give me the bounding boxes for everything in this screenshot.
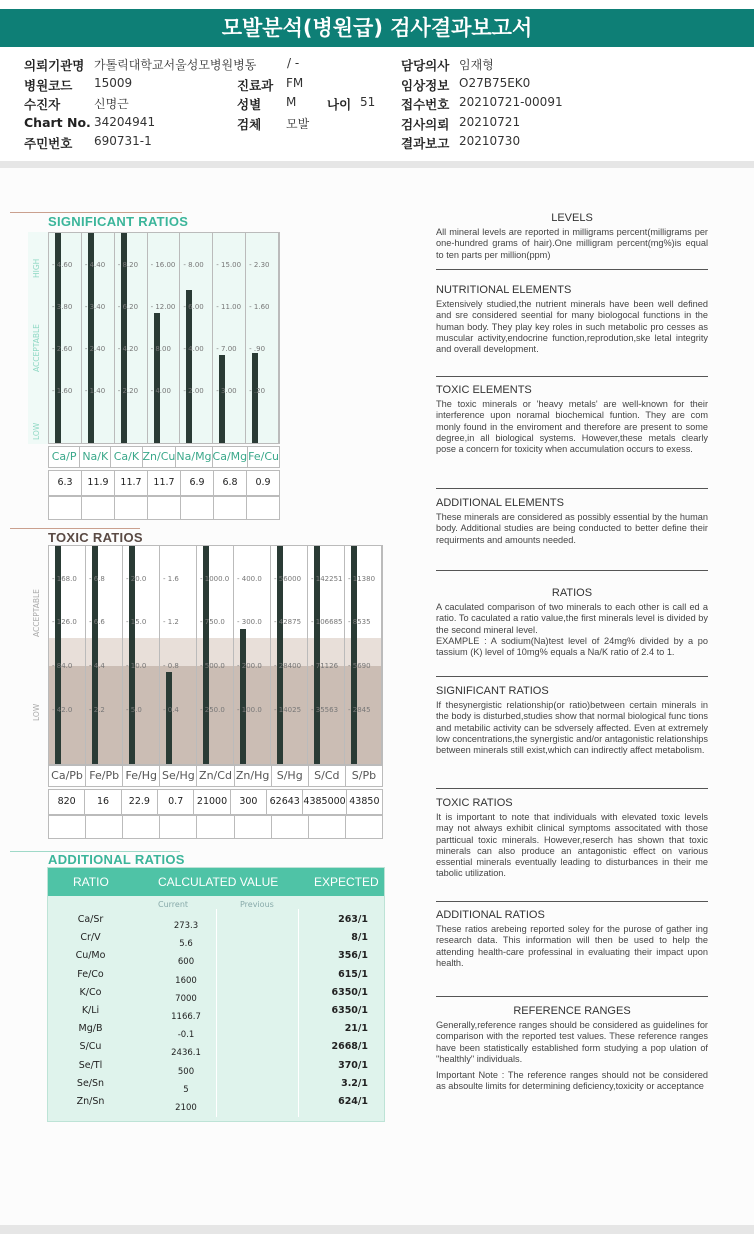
additional-row (48, 1078, 384, 1095)
requester-value: 가톨릭대학교서울성모병원병동 (94, 58, 257, 72)
sig-tick-label: - 16.00 (150, 260, 176, 269)
ward-value: / - (287, 56, 300, 70)
additional-row-ratio: K/Li (81, 1005, 100, 1016)
levels-text: All mineral levels are reported in milligrams percent(milligrams per one-hundred grams of hair).One milligram percent(mg%)is equal to ten parts per million(ppm) (436, 227, 708, 260)
significant-ratios-text: If thesynergistic relationship(or ratio)between certain minerals in the body is disturbed,studies show that normal biological func tions and metabilic activity can be sdversely affected. Even at extremely low concentrations,the synergistic and/or antagonistic relationships between minerals still exist,which can indirectly affect metabolism. (436, 700, 708, 756)
tox-ratio-label: Se/Hg (160, 766, 197, 786)
tox-ratio-label: S/Pb (351, 769, 377, 782)
sig-tick-label: - 4.60 (52, 260, 73, 269)
additional-row-ratio: Zn/Sn (76, 1096, 105, 1107)
tox-ratio-label: S/Cd (309, 766, 346, 786)
tox-ratio-value: 4385000 (303, 790, 346, 814)
toxic-chart (48, 545, 383, 765)
sig-bar-fe-cu (252, 353, 258, 443)
chart-no-label: Chart No. (24, 115, 91, 130)
nutritional-heading: NUTRITIONAL ELEMENTS (436, 284, 572, 296)
additional-row-expected: 8/1 (351, 932, 368, 944)
divider (436, 676, 708, 677)
id-label: 주민번호 (24, 136, 73, 151)
sig-tick-label: - 2.00 (183, 386, 204, 395)
significant-title: SIGNIFICANT RATIOS (48, 214, 189, 229)
doctor-label: 담당의사 (401, 58, 450, 73)
divider (436, 996, 708, 997)
tox-tick-label: - 71126 (311, 661, 339, 670)
ratios-heading: RATIOS (551, 587, 593, 599)
tox-tick-label: - 200.0 (237, 661, 262, 670)
additional-row (48, 950, 384, 967)
levels-heading: LEVELS (551, 212, 593, 224)
tox-tick-label: - 250.0 (200, 705, 225, 714)
tox-ratio-label: Zn/Cd (197, 766, 234, 786)
tox-ratio-value: 43850 (349, 796, 380, 807)
additional-row-current: -0.1 (177, 1030, 195, 1041)
tox-ratio-label: Fe/Pb (86, 766, 123, 786)
additional-row-current: 5 (183, 1084, 189, 1095)
tox-ratio-label: S/Hg (272, 766, 309, 786)
significant-top-line (10, 212, 182, 213)
additional-row-expected: 624/1 (338, 1096, 368, 1107)
sig-tick-label: - 3.40 (84, 302, 106, 311)
tox-tick-label: - 11380 (348, 574, 376, 583)
tox-bar-zn-hg (240, 629, 246, 764)
tox-ylabel-low: LOW (32, 703, 41, 721)
additional-row-ratio: Cr/V (80, 932, 101, 944)
additional-ratios-section (436, 909, 708, 969)
important-note: Important Note : The reference ranges should not be considered as absoulte limits for determining deficiency,toxicity or acceptance (436, 1070, 708, 1092)
tox-ylabel-acceptable: ACCEPTABLE (32, 589, 41, 637)
sig-ratio-label: Na/K (80, 447, 111, 467)
additional-row-expected: 6350/1 (331, 1005, 368, 1016)
reference-ranges-text: Generally,reference ranges should be considered as guidelines for comparison with the reported test values. These reference ranges have been statistically established form studying a pop ulation of "healthly" individuals. (436, 1020, 708, 1064)
tox-tick-label: - 4.4 (89, 661, 105, 670)
sig-tick-label: - 2.40 (84, 344, 106, 353)
doctor-value: 임재형 (459, 58, 494, 72)
additional-row-expected: 6350/1 (331, 986, 368, 998)
ratios-text: A caculated comparison of two minerals to each other is call ed a ratio. To caculated a ratio value,the first minerals level is divided by the second mineral level. (436, 602, 708, 635)
sig-tick-label: - 2.20 (117, 386, 139, 395)
significant-empty-row (48, 496, 280, 520)
additional-ratios-text: These ratios arebeing reported soley for the purose of gather ing research data. This information will then be used to help the attending health-care professinal in evaluating their impact upon health. (436, 924, 708, 968)
sig-ylabel-acceptable: ACCEPTABLE (32, 324, 41, 372)
additional-row-current: 500 (177, 1066, 195, 1077)
sig-tick-label: - 4.40 (84, 260, 106, 269)
tox-tick-label: - 5.0 (126, 705, 142, 714)
tox-tick-label: - 14025 (274, 705, 302, 714)
toxic-empty-row (48, 815, 383, 839)
tox-ratio-label: Fe/Hg (123, 766, 160, 786)
sig-tick-label: - 11.00 (216, 302, 242, 311)
receipt-value: 20210721-00091 (459, 95, 563, 109)
additional-row (48, 1023, 384, 1040)
toxic-title: TOXIC RATIOS (48, 530, 143, 545)
toxic-values-row (48, 789, 383, 815)
tox-tick-label: - 400.0 (237, 574, 262, 583)
sig-tick-label: - 6.20 (117, 302, 139, 311)
tox-tick-label: - 42875 (274, 618, 302, 627)
hospital-code-label: 병원코드 (24, 78, 73, 93)
sig-tick-label: - 8.00 (150, 344, 171, 353)
sig-tick-label: - 1.60 (52, 386, 73, 395)
sig-tick-label: - 8.20 (117, 260, 139, 269)
levels-section (436, 212, 708, 261)
specimen-value: 모발 (286, 117, 310, 131)
sig-tick-label: - 4.00 (150, 386, 171, 395)
tox-tick-label: - 0.4 (163, 705, 179, 714)
sig-tick-label: - 1.60 (249, 302, 270, 311)
tox-tick-label: - 42.0 (52, 705, 73, 714)
additional-row-current: 1600 (175, 975, 197, 986)
sig-ylabel-high: HIGH (32, 258, 41, 278)
tox-tick-label: - 6.8 (89, 574, 105, 583)
significant-ratios-heading: SIGNIFICANT RATIOS (436, 685, 549, 697)
additional-row-ratio: Fe/Co (77, 968, 104, 980)
requester-label: 의뢰기관명 (24, 58, 85, 73)
additional-row (48, 1041, 384, 1058)
tox-bar-se-hg (166, 672, 172, 764)
additional-row-expected: 615/1 (338, 968, 368, 980)
sig-ylabel-low: LOW (32, 422, 41, 440)
additional-row-expected: 2668/1 (331, 1041, 368, 1053)
divider (436, 376, 708, 377)
tox-tick-label: - 84.0 (52, 661, 73, 670)
tox-ratio-value: 22.9 (122, 790, 158, 814)
additional-row (48, 1005, 384, 1022)
additional-elements-section (436, 497, 708, 546)
sig-bar-zn-cu (154, 313, 160, 443)
additional-elements-heading: ADDITIONAL ELEMENTS (436, 497, 564, 509)
nutritional-text: Extensively studied,the nutrient minerals have been well defined and sre considered seential for many biologocal functions in the human body. They play key roles in such metabolic pro cesses as muscular activity,endocrine function,reprodution,ske letal integrity and overall development. (436, 299, 708, 355)
additional-ratios-table (47, 867, 385, 1122)
tox-ratio-value: 820 (49, 790, 85, 814)
sex-value: M (286, 95, 297, 109)
reference-ranges-section (436, 1005, 708, 1093)
significant-values-row (48, 470, 280, 496)
sig-tick-label: - 15.00 (216, 260, 242, 269)
dept-value: FM (286, 76, 304, 90)
additional-row-expected: 3.2/1 (341, 1077, 368, 1089)
toxic-elements-heading: TOXIC ELEMENTS (436, 384, 532, 396)
additional-row-current: 1166.7 (171, 1012, 201, 1022)
sig-tick-label: - 1.40 (84, 386, 106, 395)
specimen-label: 검체 (237, 117, 262, 132)
tox-tick-label: - 1.6 (163, 574, 179, 583)
sig-ratio-value: 11.7 (148, 471, 181, 495)
sig-ratio-label: Ca/K (111, 447, 142, 467)
sig-ratio-value: 6.9 (181, 471, 214, 495)
sig-tick-label: - 12.00 (150, 302, 176, 311)
additional-row-ratio: Se/Sn (76, 1077, 105, 1089)
toxic-axis (28, 545, 48, 765)
tox-tick-label: - 106685 (311, 618, 343, 627)
hospital-code-value: 15009 (94, 76, 133, 90)
tox-tick-label: - 168.0 (52, 574, 77, 583)
sig-tick-label: - 6.00 (183, 302, 204, 311)
sig-ratio-value: 11.9 (82, 471, 115, 495)
additional-table-header (48, 868, 384, 896)
divider (436, 488, 708, 489)
toxic-ratios-heading: TOXIC RATIOS (436, 797, 513, 809)
toxic-elements-text: The toxic minerals or 'heavy metals' are well-known for their interference upon noramal biochemical funtion. They are com monly found in the enviroment and therefore are present to some degree,in all biological systems. However,these metals clearly pose a concern for toxicity when accumulation occurs to exess. (436, 399, 708, 455)
clinical-value: O27B75EK0 (459, 76, 531, 90)
head-ratio: RATIO (73, 875, 109, 889)
toxic-ratios-section (436, 797, 708, 880)
head-expected: EXPECTED (314, 875, 379, 889)
toxic-elements-section (436, 384, 708, 455)
chart-no-value: 34204941 (94, 115, 156, 129)
tox-tick-label: - 35563 (311, 705, 339, 714)
additional-title: ADDITIONAL RATIOS (48, 852, 185, 867)
sub-previous: Previous (240, 900, 274, 909)
clinical-label: 임상정보 (401, 78, 450, 93)
additional-row-expected: 263/1 (338, 914, 368, 925)
sig-ratio-value: 11.7 (115, 471, 148, 495)
divider (436, 901, 708, 902)
additional-row (48, 914, 384, 931)
tox-tick-label: - 5690 (348, 661, 371, 670)
additional-row-ratio: K/Co (79, 986, 102, 998)
additional-row-current: 7000 (175, 993, 197, 1004)
additional-row (48, 987, 384, 1004)
patient-info (0, 54, 754, 159)
bottom-band (0, 1225, 754, 1234)
sub-current: Current (158, 900, 189, 909)
tox-tick-label: - 8535 (348, 618, 371, 627)
patient-label: 수진자 (24, 97, 61, 112)
tox-tick-label: - 15.0 (126, 618, 147, 627)
additional-row-expected: 370/1 (338, 1059, 368, 1071)
id-value: 690731-1 (94, 134, 152, 148)
additional-elements-text: These minerals are considered as possibly essential by the human body. Additional studies are being conducted to better define their requirments and amounts needed. (436, 512, 708, 545)
sig-tick-label: - .90 (249, 344, 266, 353)
sig-tick-label: - .20 (249, 386, 266, 395)
additional-row-current: 273.3 (173, 921, 199, 931)
additional-row (48, 1060, 384, 1077)
sig-tick-label: - 3.80 (52, 302, 73, 311)
tox-ratio-value: 21000 (194, 790, 230, 814)
sig-ratio-label: Ca/Mg (213, 447, 249, 467)
tox-tick-label: - 2845 (348, 705, 371, 714)
sig-tick-label: - 7.00 (216, 344, 237, 353)
sig-tick-label: - 2.30 (249, 260, 270, 269)
separator (0, 161, 754, 168)
sig-ratio-value: 6.8 (214, 471, 247, 495)
report-date-value: 20210730 (459, 134, 521, 148)
additional-row (48, 1096, 384, 1113)
additional-row (48, 969, 384, 986)
tox-tick-label: - 100.0 (237, 705, 262, 714)
tox-tick-label: - 142251 (311, 574, 343, 583)
dept-label: 진료과 (237, 78, 274, 93)
sig-ratio-label: Fe/Cu (248, 450, 280, 463)
tox-ratio-label: Zn/Hg (235, 766, 272, 786)
ratios-example: EXAMPLE : A sodium(Na)test level of 24mg% divided by a po tassium (K) level of 10mg% equals a Na/K ratio of 2.4 to 1. (436, 635, 708, 658)
divider (436, 788, 708, 789)
tox-tick-label: - 126.0 (52, 618, 77, 627)
tox-ratio-value: 0.7 (158, 790, 194, 814)
sig-tick-label: - 4.20 (117, 344, 139, 353)
report-title: 모발분석(병원급) 검사결과보고서 (0, 9, 754, 47)
divider (436, 570, 708, 571)
significant-chart (48, 232, 280, 444)
request-date-value: 20210721 (459, 115, 521, 129)
additional-row-ratio: Ca/Sr (77, 914, 104, 925)
sig-tick-label: - 3.00 (216, 386, 237, 395)
tox-tick-label: - 10.0 (126, 661, 147, 670)
additional-row-ratio: Mg/B (78, 1023, 103, 1035)
tox-tick-label: - 500.0 (200, 661, 225, 670)
reference-ranges-heading: REFERENCE RANGES (513, 1005, 631, 1017)
additional-row-ratio: Se/Tl (78, 1059, 103, 1071)
toxic-ratios-text: It is important to note that individuals with elevated toxic levels may not always exhibit clinical symptoms associtated with those partticual toxic minerals. However,reserch has shown that toxic minerals can also produce an antagonistic effect on various essential minerals eventually leading to disturbances in their me tabolic utilization. (436, 812, 708, 879)
additional-row-current: 2100 (175, 1103, 197, 1113)
tox-ratio-label: Ca/Pb (49, 766, 86, 786)
tox-tick-label: - 300.0 (237, 618, 262, 627)
additional-row-current: 600 (177, 957, 195, 968)
additional-row-current: 5.6 (179, 939, 193, 950)
additional-row-expected: 21/1 (344, 1023, 368, 1035)
sig-ratio-label: Ca/P (49, 447, 80, 467)
receipt-label: 접수번호 (401, 97, 450, 112)
request-date-label: 검사의뢰 (401, 117, 450, 132)
sig-tick-label: - 2.60 (52, 344, 73, 353)
sig-tick-label: - 4.00 (183, 344, 204, 353)
additional-row-expected: 356/1 (338, 950, 368, 962)
tox-tick-label: - 750.0 (200, 618, 225, 627)
tox-tick-label: - 2.2 (89, 705, 105, 714)
sig-bar-na-mg (186, 290, 192, 443)
significant-ratios-section (436, 685, 708, 756)
tox-tick-label: - 0.8 (163, 661, 179, 670)
report-date-label: 결과보고 (401, 136, 450, 151)
tox-ratio-value: 300 (231, 790, 267, 814)
toxic-labels-row (48, 765, 383, 787)
tox-tick-label: - 6.6 (89, 618, 105, 627)
tox-tick-label: - 28400 (274, 661, 302, 670)
tox-tick-label: - 56000 (274, 574, 302, 583)
age-value: 51 (360, 95, 376, 109)
significant-labels-row (48, 446, 280, 468)
sig-ratio-label: Na/Mg (176, 447, 212, 467)
significant-axis (28, 232, 48, 444)
tox-ratio-value: 16 (85, 790, 121, 814)
sig-ratio-value: 6.3 (49, 471, 82, 495)
tox-ratio-value: 62643 (267, 790, 303, 814)
age-label: 나이 (327, 97, 352, 112)
tox-tick-label: - 1000.0 (200, 574, 230, 583)
additional-ratios-heading: ADDITIONAL RATIOS (436, 909, 545, 921)
additional-row-current: 2436.1 (171, 1048, 201, 1059)
ratios-section (436, 587, 708, 658)
sig-bar-ca-mg (219, 355, 225, 443)
patient-value: 신명근 (94, 97, 129, 111)
divider (436, 269, 708, 270)
sex-label: 성별 (237, 97, 262, 112)
sig-ratio-label: Zn/Cu (143, 447, 177, 467)
tox-tick-label: - 1.2 (163, 618, 179, 627)
additional-row-ratio: Cu/Mo (75, 950, 106, 962)
tox-tick-label: - 20.0 (126, 574, 147, 583)
sig-tick-label: - 8.00 (183, 260, 204, 269)
additional-row (48, 932, 384, 949)
toxic-top-line (10, 528, 140, 529)
nutritional-section (436, 284, 708, 355)
sig-ratio-value: 0.9 (255, 477, 271, 488)
additional-row-ratio: S/Cu (79, 1041, 102, 1053)
head-calculated: CALCULATED VALUE (158, 875, 279, 889)
